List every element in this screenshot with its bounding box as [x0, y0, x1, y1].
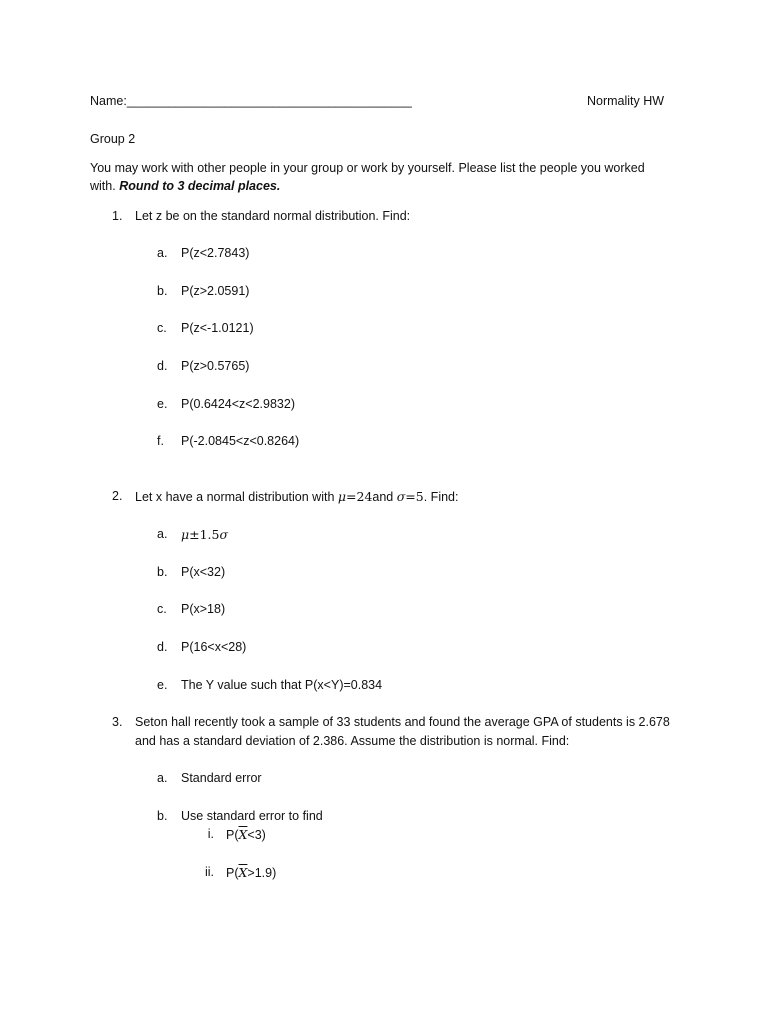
list-item — [0, 678, 768, 696]
list-item — [0, 565, 768, 583]
list-item — [0, 246, 768, 264]
intro-line-2 — [90, 179, 280, 193]
item-text: P(16<x<28) — [181, 640, 247, 654]
item-label: d. — [157, 359, 168, 373]
item-text: P(z>0.5765) — [181, 359, 250, 373]
list-item — [0, 321, 768, 339]
prob-suffix: >1.9) — [247, 866, 277, 880]
sigma-symbol: σ — [396, 489, 406, 504]
question-number: 3. — [112, 715, 123, 729]
item-text: P(z>2.0591) — [181, 284, 250, 298]
item-label: a. — [157, 246, 168, 260]
and-word: and — [372, 490, 397, 504]
item-label: b. — [157, 284, 168, 298]
list-item — [0, 359, 768, 377]
question-text-line-2: and has a standard deviation of 2.386. Assume the distribution is normal. Find: — [135, 734, 570, 748]
item-label: b. — [157, 809, 168, 823]
item-text: P(x>18) — [181, 602, 226, 616]
name-blank: _________________________________________ — [126, 94, 412, 108]
page-title: Normality HW — [587, 94, 665, 108]
plus-minus-expression: ±1.5 — [189, 527, 220, 542]
item-label: ii. — [204, 865, 214, 879]
item-label: d. — [157, 640, 168, 654]
list-item — [0, 434, 768, 452]
item-label: e. — [157, 678, 168, 692]
intro-line-1: You may work with other people in your group or work by yourself. Please list the people you worked — [90, 161, 645, 175]
question-number: 1. — [112, 209, 123, 223]
sigma-symbol: σ — [219, 527, 229, 542]
item-label: a. — [157, 527, 168, 541]
item-label: b. — [157, 565, 168, 579]
name-label: Name: — [90, 94, 127, 108]
sub-list-item — [0, 827, 768, 845]
group-label: Group 2 — [90, 132, 136, 146]
question-text-part: Let x have a normal distribution with — [135, 490, 338, 504]
sigma-value: =5 — [405, 489, 424, 504]
list-item — [0, 809, 768, 827]
item-label: c. — [157, 602, 167, 616]
item-text: P(x<32) — [181, 565, 226, 579]
item-label: a. — [157, 771, 168, 785]
list-item — [0, 527, 768, 545]
list-item — [0, 284, 768, 302]
item-text: P(z<2.7843) — [181, 246, 250, 260]
x-bar-symbol: $\overline{X}$ — [238, 827, 248, 842]
prob-prefix: P( — [226, 828, 239, 842]
x-bar-symbol: $\overline{X}$ — [238, 865, 248, 880]
question-number: 2. — [112, 489, 123, 503]
question-1 — [0, 209, 768, 227]
item-text — [226, 865, 276, 880]
item-label: i. — [207, 827, 214, 841]
question-3 — [0, 715, 768, 733]
item-text: Use standard error to find — [181, 809, 323, 823]
mu-value: =24 — [346, 489, 373, 504]
question-text — [135, 489, 458, 504]
item-text: P(0.6424<z<2.9832) — [181, 397, 295, 411]
intro-with: with. — [90, 179, 120, 193]
prob-prefix: P( — [226, 866, 239, 880]
sub-list-item — [0, 865, 768, 883]
round-instruction: Round to 3 decimal places. — [119, 179, 281, 193]
list-item — [0, 771, 768, 789]
question-2 — [0, 489, 768, 507]
question-text: Seton hall recently took a sample of 33 students and found the average GPA of students is 2.678 — [135, 715, 670, 729]
list-item — [0, 602, 768, 620]
item-text — [181, 527, 228, 542]
mu-symbol: μ — [337, 489, 347, 504]
item-text: The Y value such that P(x<Y)=0.834 — [181, 678, 383, 692]
question-text: Let z be on the standard normal distribution. Find: — [135, 209, 411, 223]
item-label: f. — [157, 434, 164, 448]
mu-symbol: μ — [181, 527, 190, 542]
item-label: c. — [157, 321, 167, 335]
list-item — [0, 640, 768, 658]
item-text: P(z<-1.0121) — [181, 321, 254, 335]
list-item — [0, 397, 768, 415]
item-label: e. — [157, 397, 168, 411]
item-text: Standard error — [181, 771, 262, 785]
item-text — [226, 827, 266, 842]
question-text-end: . Find: — [423, 490, 459, 504]
prob-suffix: <3) — [247, 828, 266, 842]
name-line — [90, 94, 412, 108]
item-text: P(-2.0845<z<0.8264) — [181, 434, 300, 448]
